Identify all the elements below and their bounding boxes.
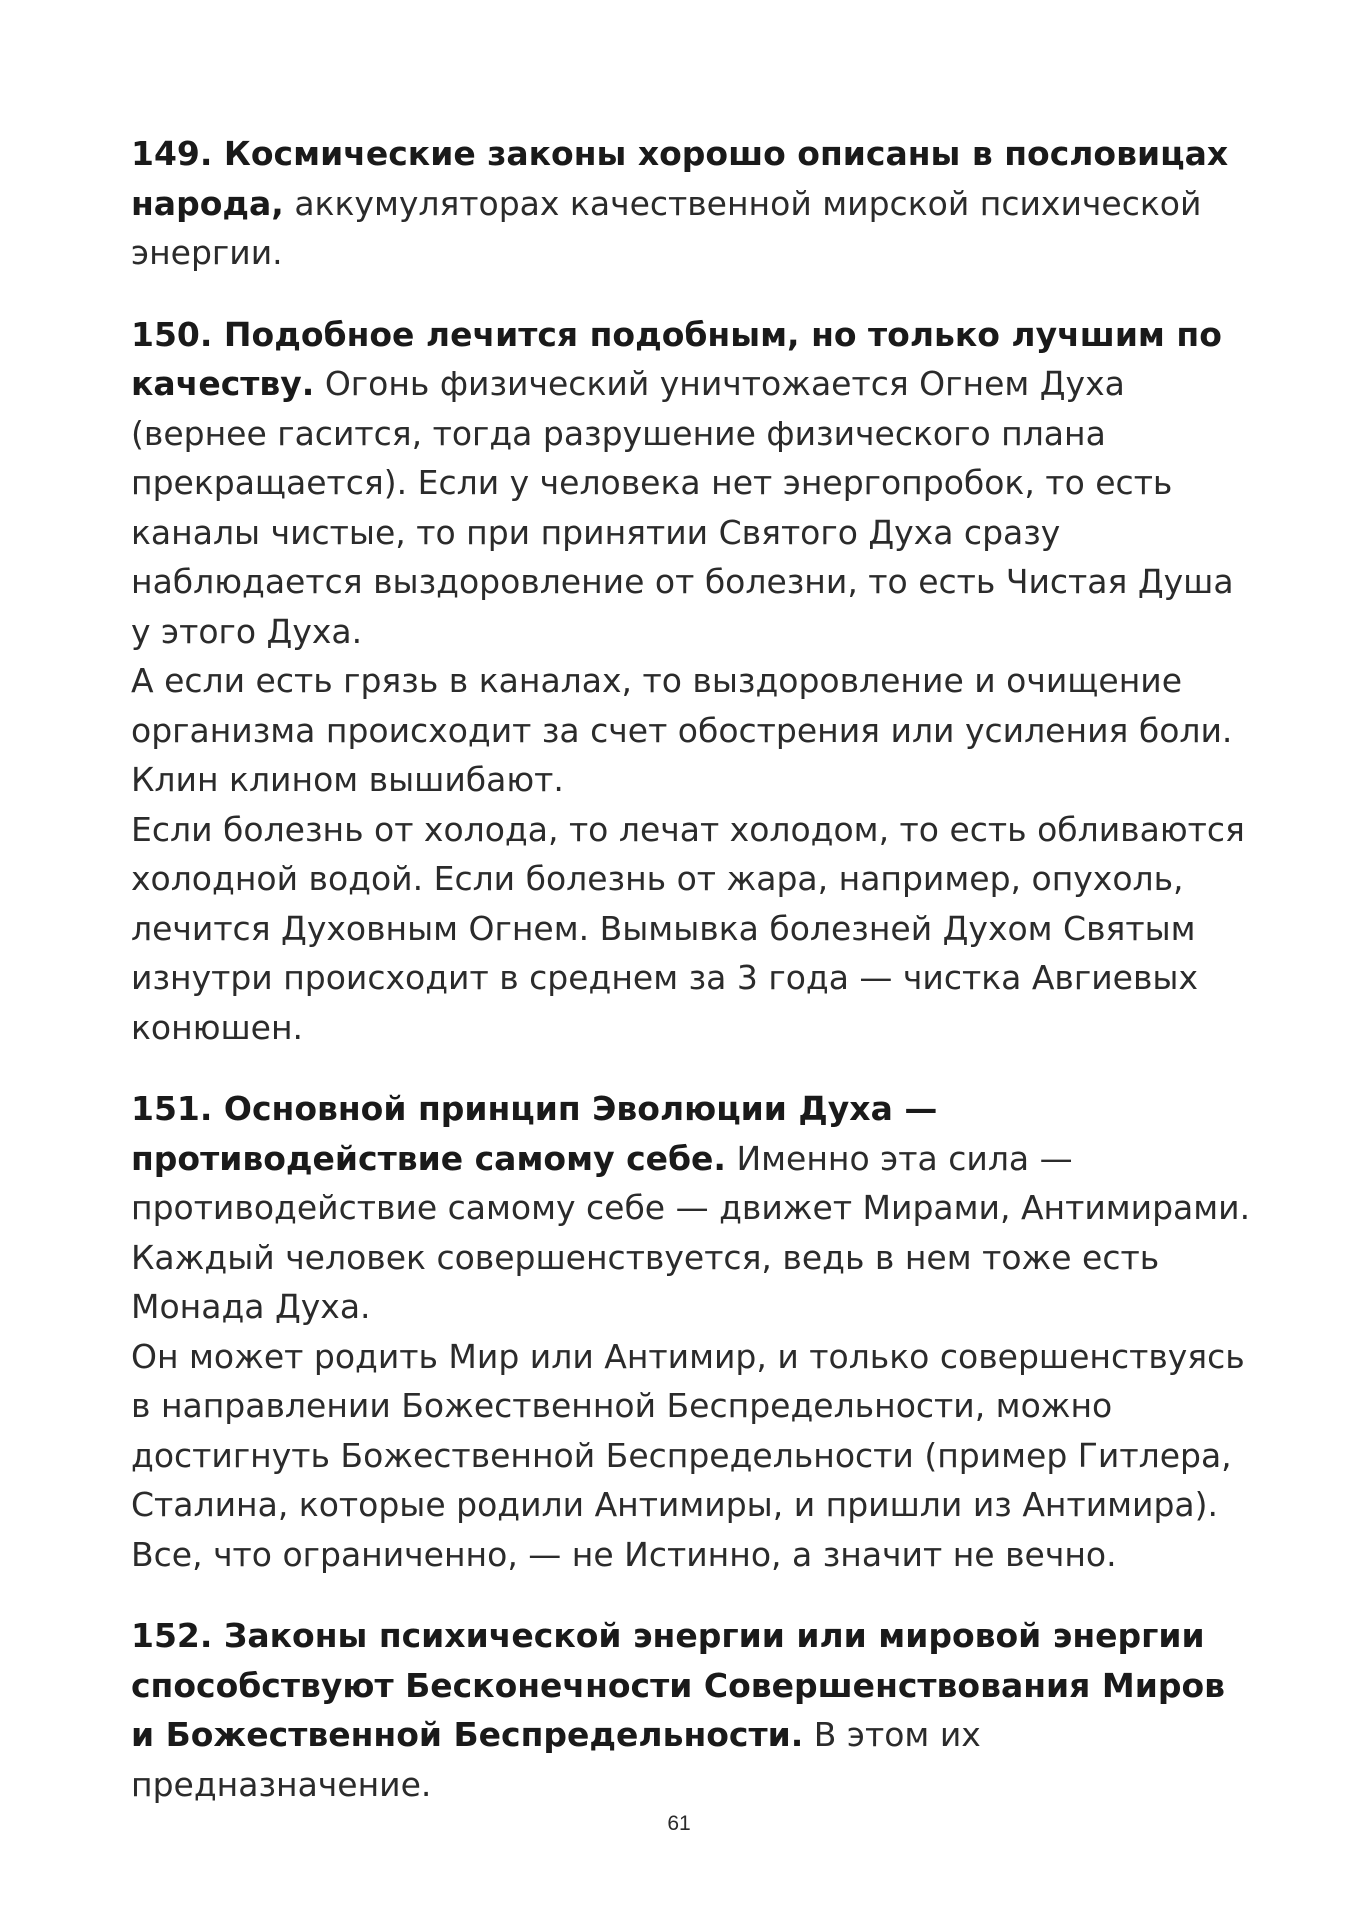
paragraph-text: А если есть грязь в каналах, то выздоровление и очищение организма происходит за счет обострения или усиления боли. Клин клином вышибают. <box>131 661 1233 799</box>
paragraph-lead: 151. Основной принцип Эволюции Духа — противодействие самому себе. <box>131 1089 938 1178</box>
paragraph-text: Если болезнь от холода, то лечат холодом, то есть обливаются холодной водой. Если болезнь от жара, например, опухоль, лечится Духовным Огнем. Вымывка болезней Духом Святым изнутри происходит в среднем за 3 года — чистка Авгиевых конюшен. <box>131 809 1245 1047</box>
paragraph-lead: 149. Космические законы хорошо описаны в пословицах народа, <box>131 134 1229 223</box>
paragraph-lead: 152. Законы психической энергии или мировой энергии способствуют Бесконечности Совершенствования Миров и Божественной Беспредельности. <box>131 1616 1225 1754</box>
paragraph-text: Именно эта сила — противодействие самому себе — движет Мирами, Антимирами. Каждый человек совершенствуется, ведь в нем тоже есть Монада Духа. <box>131 1138 1251 1326</box>
page-number: 61 <box>667 1812 691 1835</box>
paragraph-text: Все, что ограниченно, — не Истинно, а значит не вечно. <box>131 1534 1117 1574</box>
paragraph-text: Огонь физический уничтожается Огнем Духа (вернее гасится, тогда разрушение физического плана прекращается). Если у человека нет энергопробок, то есть каналы чистые, то при принятии Святого Духа сразу наблюдается выздоровление от болезни, то есть Чистая Душа у этого Духа. <box>131 364 1234 651</box>
paragraph-lead: 150. Подобное лечится подобным, но только лучшим по качеству. <box>131 314 1222 403</box>
paragraph-text: В этом их предназначение. <box>131 1715 981 1804</box>
paragraph-text: Он может родить Мир или Антимир, и только совершенствуясь в направлении Божественной Беспредельности, можно достигнуть Божественной Беспредельности (пример Гитлера, Сталина, которые родили Антимиры, и пришли из Антимира). <box>131 1336 1245 1524</box>
paragraph-152 <box>131 1611 1251 1809</box>
page-content <box>131 129 1251 1841</box>
paragraph-text: аккумуляторах качественной мирской психической энергии. <box>131 183 1202 272</box>
paragraph-151 <box>131 1084 1251 1579</box>
paragraph-149 <box>131 129 1251 278</box>
paragraph-150 <box>131 310 1251 1053</box>
